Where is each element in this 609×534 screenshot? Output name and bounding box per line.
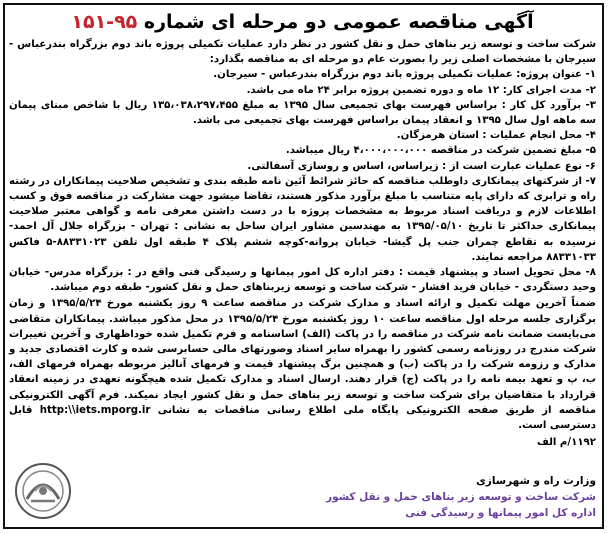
footer-org-ministry: وزارت راه و شهرسازی	[476, 475, 596, 487]
footer-org-company: شرکت ساخت و توسعه زیر بناهای حمل و نقل کشور	[326, 491, 596, 503]
notice-intro: شرکت ساخت و توسعه زیر بناهای حمل و نقل کشور در نظر دارد عملیات تکمیلی پروژه باند دوم بزرگراه بندرعباس - سیرجان با مشخصات اصلی زیر را بصورت عام دو مرحله ای به مناقصه بگذارد:	[9, 39, 596, 66]
notice-title	[9, 9, 596, 35]
notice-item: ۱- عنوان پروژه: عملیات تکمیلی پروژه باند دوم بزرگراه بندرعباس - سیرجان.	[213, 69, 596, 81]
notice-body	[9, 9, 596, 523]
notice-item: ۶- نوع عملیات عبارت است از : زیراساس، اساس و روسازی آسفالتی.	[247, 160, 596, 172]
notice-closing: ضمناً آخرین مهلت تکمیل و ارائه اسناد و مدارک شرکت در مناقصه ساعت ۹ روز یکشنبه مورخ ۱۳۹۵/۵/۲۴ و زمان برگزاری جلسه مرحله اول مناقصه ساعت ۱۰ روز یکشنبه مورخ ۱۳۹۵/۵/۲۴ در محل مذکور میباشد. پیمانکاران متقاضی می‌بایست ضمانت نامه شرکت در مناقصه را در پاکت (الف) اساسنامه و فرم تکمیل شده خوداظهاری و آخرین تغییرات شرکت مندرج در روزنامه رسمی کشور را بهمراه سایر اسناد وصورتهای مالی حسابرسی شده و کارت اقتصادی جدید و مدارک و رزومه شرکت را در پاکت (ب) و همچنین برگ پیشنهاد قیمت و فرمهای آنالیز مربوطه بهمراه فرمهای الف، ب، پ و تعهد بیمه نامه را در پاکت (ج) قرار دهند. ارسال اسناد و مدارک تکمیل شده هیچگونه تعهدی در زمینه انعقاد قرارداد با متقاضیان برای شرکت ساخت و توسعه زیر بناهای حمل و نقل کشور ایجاد نمیکند. فرم آگهی الکترونیکی مناقصه از طریق صفحه الکترونیکی پایگاه ملی اطلاع رسانی مناقصات به نشانی http:\\iets.mporg.ir قابل دسترسی است.	[9, 298, 596, 432]
notice-item: ۴- محل انجام عملیات : استان هرمزگان.	[396, 130, 596, 142]
ministry-emblem-icon	[13, 461, 73, 521]
footer-org-department: اداره کل امور پیمانها و رسیدگی فنی	[405, 507, 596, 519]
notice-item: ۳- برآورد کل کار : براساس فهرست بهای تجمیعی سال ۱۳۹۵ به مبلغ ۱۳۵،۰۳۸،۲۹۷،۴۵۵ ریال با شاخص مبنای پیمان سه ماهه اول سال ۱۳۹۵ و انعقاد پیمان براساس فهرست بهای تجمیعی می باشد.	[9, 99, 596, 127]
notice-title-number: ۹۵-۱۵۱	[71, 11, 138, 33]
notice-item: ۲- مدت اجرای کار: ۱۲ ماه و دوره تضمین پروژه برابر ۲۴ ماه می باشد.	[246, 84, 596, 96]
notice-item: ۵- مبلغ تضمین شرکت در مناقصه ۴،۰۰۰،۰۰۰،۰۰۰ ریال میباشد.	[285, 145, 596, 157]
notice-title-text: آگهی مناقصه عمومی دو مرحله ای شماره	[143, 11, 534, 33]
notice-item: ۸- محل تحویل اسناد و پیشنهاد قیمت : دفتر اداره کل امور پیمانها و رسیدگی فنی واقع در : بزرگراه مدرس- خیابان وحید دستگردی - خیابان فرید افشار - شرکت ساخت و توسعه زیربناهای حمل و نقل کشور- طبقه دوم میباشد.	[9, 267, 596, 294]
notice-frame	[3, 3, 604, 529]
notice-item: ۷- از شرکتهای پیمانکاری داوطلب مناقصه که حائز شرائط آئین نامه طبقه بندی و تشخیص صلاحیت پیمانکاران در رشته راه و ترابری که دارای پایه متناسب با مبلغ برآورد مذکور هستند، تقاضا میشود جهت مشارکت در مناقصه فوق و کسب اطلاعات لازم و دریافت اسناد مربوط به مشخصات پروژه با در دست داشتن معرفی نامه و گواهی معتبر صلاحیت پیمانکاری حداکثر تا تاریخ ۱۳۹۵/۰۵/۱۰ به مهندسین مشاور ایران ساحل به نشانی : تهران - بزرگراه جلال آل احمد-نرسیده به تقاطع چمران جنب پل گیشا- خیابان پروانه-کوچه ششم پلاک ۴ طبقه اول تلفن ۸۸۳۳۱۰۲۳-۵ فاکس ۸۸۳۳۱۰۳۳ مراجعه نمایند.	[9, 175, 597, 263]
notice-footer	[326, 473, 596, 521]
notice-doc-number: ۱۱۹۲/م الف	[536, 437, 596, 449]
